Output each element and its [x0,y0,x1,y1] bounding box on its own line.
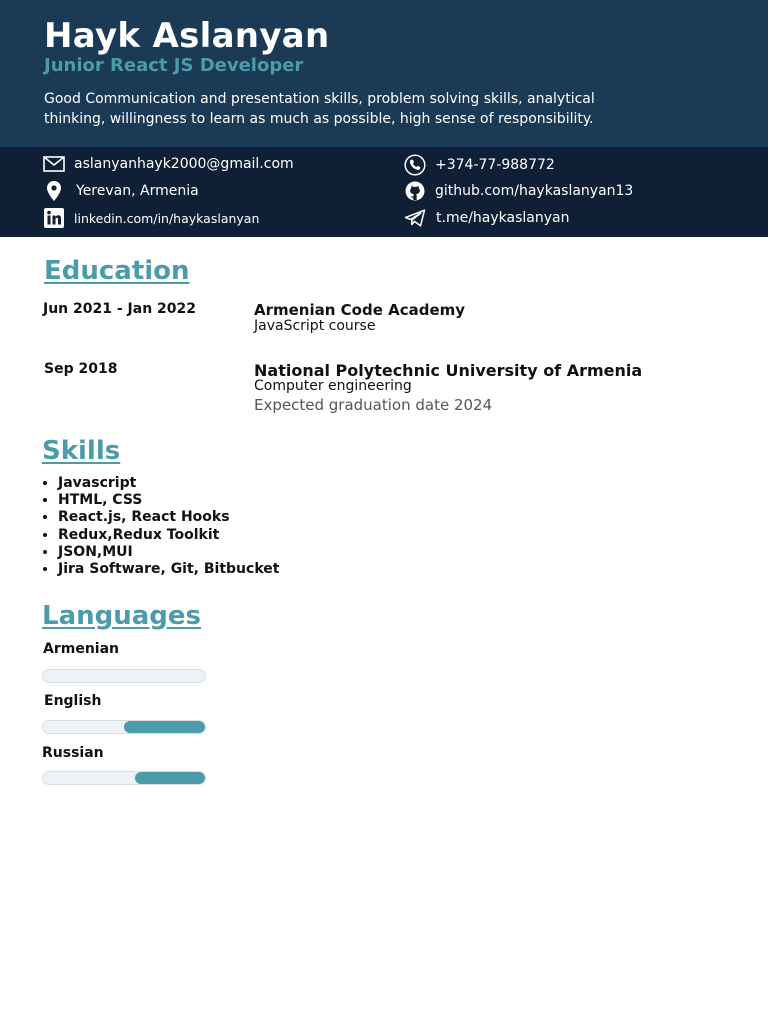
language-level-bar [42,771,206,785]
education-subtitle: Computer engineering [254,378,412,394]
education-school: National Polytechnic University of Armenia [254,361,643,380]
education-school: Armenian Code Academy [254,301,466,319]
skills-heading: Skills [42,436,121,466]
contact-phone-text: +374-77-988772 [435,157,555,173]
telegram-icon [404,207,426,229]
education-date: Sep 2018 [44,361,118,377]
location-pin-icon [43,180,65,202]
language-level-fill [135,772,205,784]
skill-item: • React.js, React Hooks [58,509,279,526]
language-name: English [44,693,102,709]
skill-item: • HTML, CSS [58,492,279,509]
contact-telegram[interactable] [404,207,569,229]
candidate-role: Junior React JS Developer [44,55,304,76]
candidate-name: Hayk Aslanyan [44,16,330,56]
language-level-bar [42,720,206,734]
education-heading: Education [44,256,190,286]
education-date: Jun 2021 - Jan 2022 [43,301,197,317]
language-level-bar [42,669,206,683]
contact-email-text: aslanyanhayk2000@gmail.com [74,156,294,172]
contact-github-text: github.com/haykaslanyan13 [435,183,634,199]
linkedin-icon [43,207,65,229]
phone-icon [404,154,426,176]
contact-phone[interactable] [404,154,555,176]
mail-icon [43,153,65,175]
profile-summary: Good Communication and presentation skills, problem solving skills, analytical thinking, willingness to learn as much as possible, high sense of responsibility. [44,91,595,127]
education-subtitle: JavaScript course [254,318,376,334]
resume-header [0,0,768,147]
contact-bar [0,147,768,237]
education-note: Expected graduation date 2024 [254,396,493,414]
contact-linkedin-text: linkedin.com/in/haykaslanyan [74,210,260,226]
github-icon [404,180,426,202]
skill-item: • Redux,Redux Toolkit [58,527,279,544]
contact-linkedin[interactable] [43,207,259,229]
skill-item: • JSON,MUI [58,544,279,561]
contact-location-text: Yerevan, Armenia [76,183,199,199]
language-name: Russian [42,745,104,761]
contact-github[interactable] [404,180,633,202]
contact-telegram-text: t.me/haykaslanyan [436,210,570,226]
languages-heading: Languages [42,601,202,631]
contact-location [43,180,199,202]
skills-list [58,475,279,578]
language-name: Armenian [43,641,120,657]
skill-item: • Javascript [58,475,279,492]
skill-item: • Jira Software, Git, Bitbucket [58,561,279,578]
language-level-fill [124,721,205,733]
contact-email[interactable] [43,153,294,175]
